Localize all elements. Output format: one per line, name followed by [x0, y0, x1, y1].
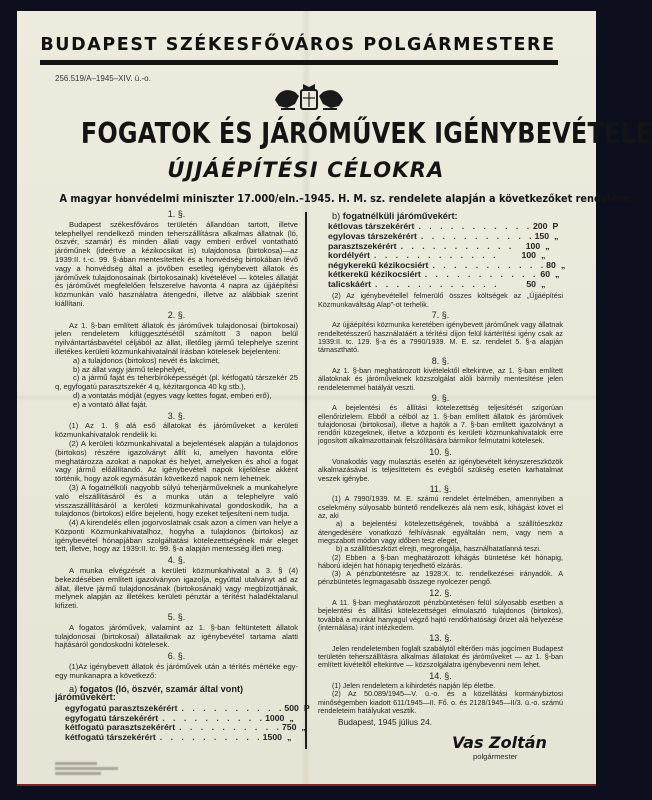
rates-a-heading	[55, 685, 298, 703]
rate-name: kétfogatú társzekérért	[65, 732, 156, 743]
leader-dots: . . . . . . . . . .	[162, 712, 266, 723]
rate-amount: 80	[546, 259, 556, 270]
issuing-authority: BUDAPEST SZÉKESFŐVÁROS POLGÁRMESTERE	[40, 35, 556, 55]
rates-b-heading	[318, 212, 563, 220]
section-text: Jelen rendeletemben foglalt szabálytól eltérően más jogcímen Budapest területén teherszállításra alkalmas állatokat és járóműveket — az 1. §-ban említett kivételtől eltekintve — közszolgálatra igénybevenni nem lehet.	[318, 643, 563, 670]
signature-title: polgármester	[473, 752, 518, 761]
list-item: b) az állat vagy jármű telephelyét,	[73, 364, 187, 374]
leader-dots: . . . . . . . . . .	[179, 722, 282, 733]
rate-unit: „	[555, 269, 560, 280]
section-text: (1) Az 1. § alá eső állatokat és járóműveket a kerületi közmunkahivatalok rendelik ki.	[55, 421, 298, 440]
rates-b-title: fogatnélküli járóművekért:	[342, 211, 458, 221]
rate-name: kétlovas társzekérért	[328, 221, 415, 232]
section-text: Az 1. §-ban meghatározott kivételektől eltekintve, az 1. §-ban említett állatoknak és járóműveknek közszolgálat alóli bármily mentesítése jelen rendeletemmel hatályát veszti.	[318, 365, 563, 392]
column-divider	[305, 212, 307, 749]
poster-subtitle: ÚJJÁÉPÍTÉSI CÉLOKRA	[167, 158, 445, 182]
leader-dots: . . . . . . . . . . .	[432, 259, 547, 270]
rate-unit: „	[560, 259, 566, 270]
header-rule	[40, 60, 558, 65]
rate-name: parasztszekérért	[328, 240, 397, 251]
section-heading: 2. §.	[167, 309, 186, 320]
rate-amount: 60	[540, 269, 551, 280]
rate-unit: P	[303, 703, 310, 714]
rate-unit: „	[545, 240, 550, 251]
left-column	[55, 208, 310, 743]
leader-dots: . . . . . . . . . . .	[400, 240, 515, 251]
section-heading: 4. §.	[167, 555, 186, 566]
list-item: d) a vontatás módját (egyes vagy kettes fogat, emberi erő),	[73, 390, 272, 400]
section-text: (4) A kirendelés ellen jogorvoslatnak csak azon a címen van helye a Központi Közmunkahivatalhoz, hogyha a tulajdonos (birtokos) az igénybevétel hónapjában szolgáltatási kötelezettségének már eleget tett, illetve, hogy az 1939:II. tc. 99. §-a alapján mentesség illeti meg.	[55, 518, 298, 554]
section-text: (1) Jelen rendeletem a kihirdetés napján lép életbe.	[332, 680, 496, 690]
rate-unit: „	[289, 712, 294, 723]
right-column	[318, 208, 566, 728]
section-heading: 5. §.	[167, 612, 186, 623]
rates-b-letter: b)	[332, 211, 341, 221]
rate-name: talicskáért	[328, 278, 371, 289]
rate-name: egyfogatú parasztszekérért	[65, 703, 178, 714]
signature: Vas Zoltán	[452, 733, 547, 752]
rate-unit: „	[541, 250, 546, 261]
rate-amount: 750	[281, 722, 297, 733]
section-text: (3) A pénzbüntetésre az 1928:X. tc. rendelkezései irányadók. A pénzbüntetés legmagasabb összege nyolcezer pengő.	[318, 569, 563, 587]
rate-amount: 500	[284, 703, 299, 714]
list-item: e) a vontató állat faját.	[73, 399, 148, 409]
list-item: b) a szállítóeszközt elrejti, megrongálja, használhatatlanná teszi.	[336, 544, 541, 554]
section-text: Vonakodás vagy mulasztás esetén az igénybevételt kényszereszközök alkalmazásával is teljesíttetem és evégből szükség esetén karhatalmat veszek igénybe.	[318, 457, 563, 483]
rate-amount: 100	[521, 250, 536, 261]
rate-unit: „	[301, 722, 306, 733]
section-heading: 6. §.	[167, 651, 186, 662]
section-heading: 7. §.	[431, 310, 450, 321]
section-text: (2) Ebben a §-ban meghatározott kihágás büntetése két hónapig, háború idején hat hónapig terjedhető elzárás.	[318, 552, 563, 570]
rate-amount: 200	[532, 221, 548, 232]
poster-title: FOGATOK ÉS JÁRÓMŰVEK IGÉNYBEVÉTELE	[80, 117, 652, 150]
leader-dots: . . . . . . . . . . .	[420, 230, 535, 241]
leader-dots: . . . . . . . . . . .	[424, 269, 539, 280]
leader-dots: . . . . . . . . . .	[181, 703, 285, 714]
rate-unit: „	[554, 230, 559, 241]
section-text: (2) Az igénybevétellel felmerülő összes költségek az „Újjáépítési Közmunkaváltság Alap"-ot terhelik.	[318, 291, 563, 309]
section-text: Az 1. §-ban említett állatok és járóművek tulajdonosai (birtokosai) jelen rendeletem kifüggesztésétől számított 3 napon belül nyilvántartásbavétel céljából az állat, illetőleg jármű telephelye szerint illetékes kerületi közmunkahivatalnál írásban kötelesek bejelenteni:	[55, 320, 298, 356]
section-text: (1)Az igénybevett állatok és járóművek után a térítés mértéke egy-egy munkanapra a következő:	[55, 662, 298, 680]
section-heading: 8. §.	[431, 355, 450, 366]
section-text: Budapest székesfőváros területén állandóan tartott, illetve telephellyel rendelkező minden teherszállításra alkalmas állatnak (ló, öszvér, szamár) és minden állati vagy emberi erővel vontatható járóműnek (ideértve a kézikocsikat is) tulajdonosa (birtokosa)—az 1939:II. t.-c. 99. §-ában mentesítettek és a honvédség birtokában lévő vagy a honvédség által a jövőben esetleg igénybevett állatok és járóművek tulajdonosainak (birtokosainak) kivételével — köteles állatját és járóművét megfelelően felszerelve havonta 4 napra az újjáépítési közmunkán való használatra átengedni, illetve az alábbiak szerint kiállítani.	[55, 219, 298, 308]
rate-unit: P	[552, 221, 559, 232]
reference-number: 256.519/A–1945–XIV. ü.-o.	[55, 74, 151, 83]
rate-amount: 1000	[265, 712, 285, 723]
section-heading: 14. §.	[429, 670, 452, 681]
section-text: (2) Az 50.089/1945—V. ü.-o. és a közellátási kormánybiztosi minőségemben kiadott 611/1945—II. Fő. o. és 2128/1945—II/3. ü.-o. számú rendeleteim hatályukat vesztik.	[318, 689, 563, 715]
rate-row	[55, 733, 298, 743]
section-text: (3) A fogatnélküli nagyobb súlyú teherjárműveknek a munkahelyre való elszállításáról és a munka után a telephelyre való visszaszállításáról a kerületi közmunkahivatal gondoskodik, ha a tulajdonos (birtokos) előre bejelenti, hogy ezeket teljesíteni nem tudja.	[55, 482, 298, 519]
leader-dots: . . . . . . . . . . .	[418, 221, 533, 232]
section-heading: 12. §.	[429, 587, 452, 598]
leader-dots: . . . . . . . . . . . .	[374, 278, 500, 289]
rate-name: négykerekű kézikocsiért	[328, 259, 429, 270]
printer-imprint	[55, 760, 125, 778]
section-text: A bejelentési és állítási kötelezettség teljesítését szigorúan ellenőrizlelem. Ebből a célból az 1. §-ban említett állatok és járóművek tulajdonosai (birtokosai), illetve a hajtók a 7. §-ban említett igazolványt a rendőri közegeknek, illetve a központi és kerületi közmunkahivatalok erre jogosított alkalmazottainak felszólítására bármikor felmutatni kötelesek.	[318, 403, 563, 446]
rate-amount: 1500	[262, 732, 282, 743]
list-item: a) a tulajdonos (birtokos) nevét és lakcímét,	[73, 355, 220, 365]
section-heading: 1. §.	[167, 209, 186, 219]
rate-name: egyfogatú társzekérért	[65, 712, 159, 723]
rate-unit: „	[541, 278, 546, 289]
section-heading: 11. §.	[429, 484, 452, 495]
rate-unit: „	[286, 732, 292, 743]
rate-name: kordélyért	[328, 250, 371, 261]
rate-amount: 50	[526, 278, 536, 289]
section-heading: 9. §.	[431, 392, 450, 403]
section-text: A 11. §-ban meghatározott pénzbüntetésen felül súlyosabb esetben a bejelentési és állítási kötelezettséget elmulasztó tulajdonos (birtokos), továbbá a munkát hanyagul végző hajtó rendőrhatósági őrizet alá helyezése (internálása) iránt intézkedem.	[318, 598, 563, 633]
rate-name: kétfogatú parasztszekérért	[65, 722, 176, 733]
section-heading: 10. §.	[429, 446, 452, 457]
list-item: c) a jármű faját és teherbíróképességét (pl. kétfogatú társzekér 25 q, egyfogatú parasztszekér 4 q, kézitargonca 40 kg stb.),	[55, 373, 298, 392]
issue-date: Budapest, 1945 július 24.	[338, 717, 433, 728]
section-text: A munka elvégzését a kerületi közmunkahivatal a 3. § (4) bekezdésében említett igazolványon igazolja, egyúttal utalványt ad az állat, illetve jármű tulajdonosának (birtokosának) vagy megbízottjának, melynek alapján az illetékes kerületi pénztár a térítést haladéktalanul kifizeti.	[55, 566, 298, 611]
leader-dots: . . . . . . . . . . . .	[374, 250, 499, 261]
section-heading: 13. §.	[429, 633, 452, 644]
section-text: A fogatos járóművek, valamint az 1. §-ban feltüntetett állatok tulajdonosai (birtokosai) állataiknak az igénybevétel tartama alatti hajtásáról gondoskodni kötelesek.	[55, 622, 298, 650]
section-text: (1) A 7990/1939. M. E. számú rendelet értelmében, amennyiben a cselekmény súlyosabb büntető rendelkezés alá nem esik, kihágást követ el az, aki	[318, 494, 563, 520]
rate-amount: 100	[525, 240, 541, 251]
rate-name: egylovas társzekérért	[328, 230, 417, 241]
coat-of-arms-icon	[273, 82, 345, 112]
leader-dots: . . . . . . . . . .	[159, 732, 263, 743]
section-text: (2) A kerületi közmunkahivatal a bejelentések alapján a tulajdonos (birtokos) részére igazolványt állít ki, amelyen havonta előre meghatározza azokat a napokat és helyet, amelyeken és ahol a fogat vagy jármű előállítandó. Az igénybevételi napok kijelölése akként történik, hogy azok egymásután következő napok nem lehetnek.	[55, 438, 298, 484]
rates-a-title: fogatos (ló, öszvér, szamár által vont) járóművekért:	[55, 683, 244, 703]
rates-a-letter: a)	[69, 683, 78, 694]
list-item: a) a bejelentési kötelezettségének, továbbá a szállítóeszköz átengedésére vonatkozó felhívásnak egyáltalán nem, vagy nem a megszabott módon vagy időben tesz eleget,	[318, 519, 563, 545]
rate-row	[318, 280, 563, 290]
rate-amount: 150	[534, 230, 550, 241]
section-heading: 3. §.	[167, 410, 186, 421]
preamble: A magyar honvédelmi miniszter 17.000/eln.–1945. H. M. sz. rendelete alapján a következőket rendelem:	[59, 193, 632, 205]
rate-name: kétkerekű kézikocsiért	[328, 269, 421, 280]
section-text: Az újjáépítési közmunka keretében igénybevett járóműnek vagy állatnak rendeltetésszerű használatáért a térítési díjon felül kártérítési igény csak az 1939:II. tc. 129. §-a és a 7990/1939. M. E. sz. rendelet 5. §-a alapján támasztható.	[318, 320, 563, 355]
